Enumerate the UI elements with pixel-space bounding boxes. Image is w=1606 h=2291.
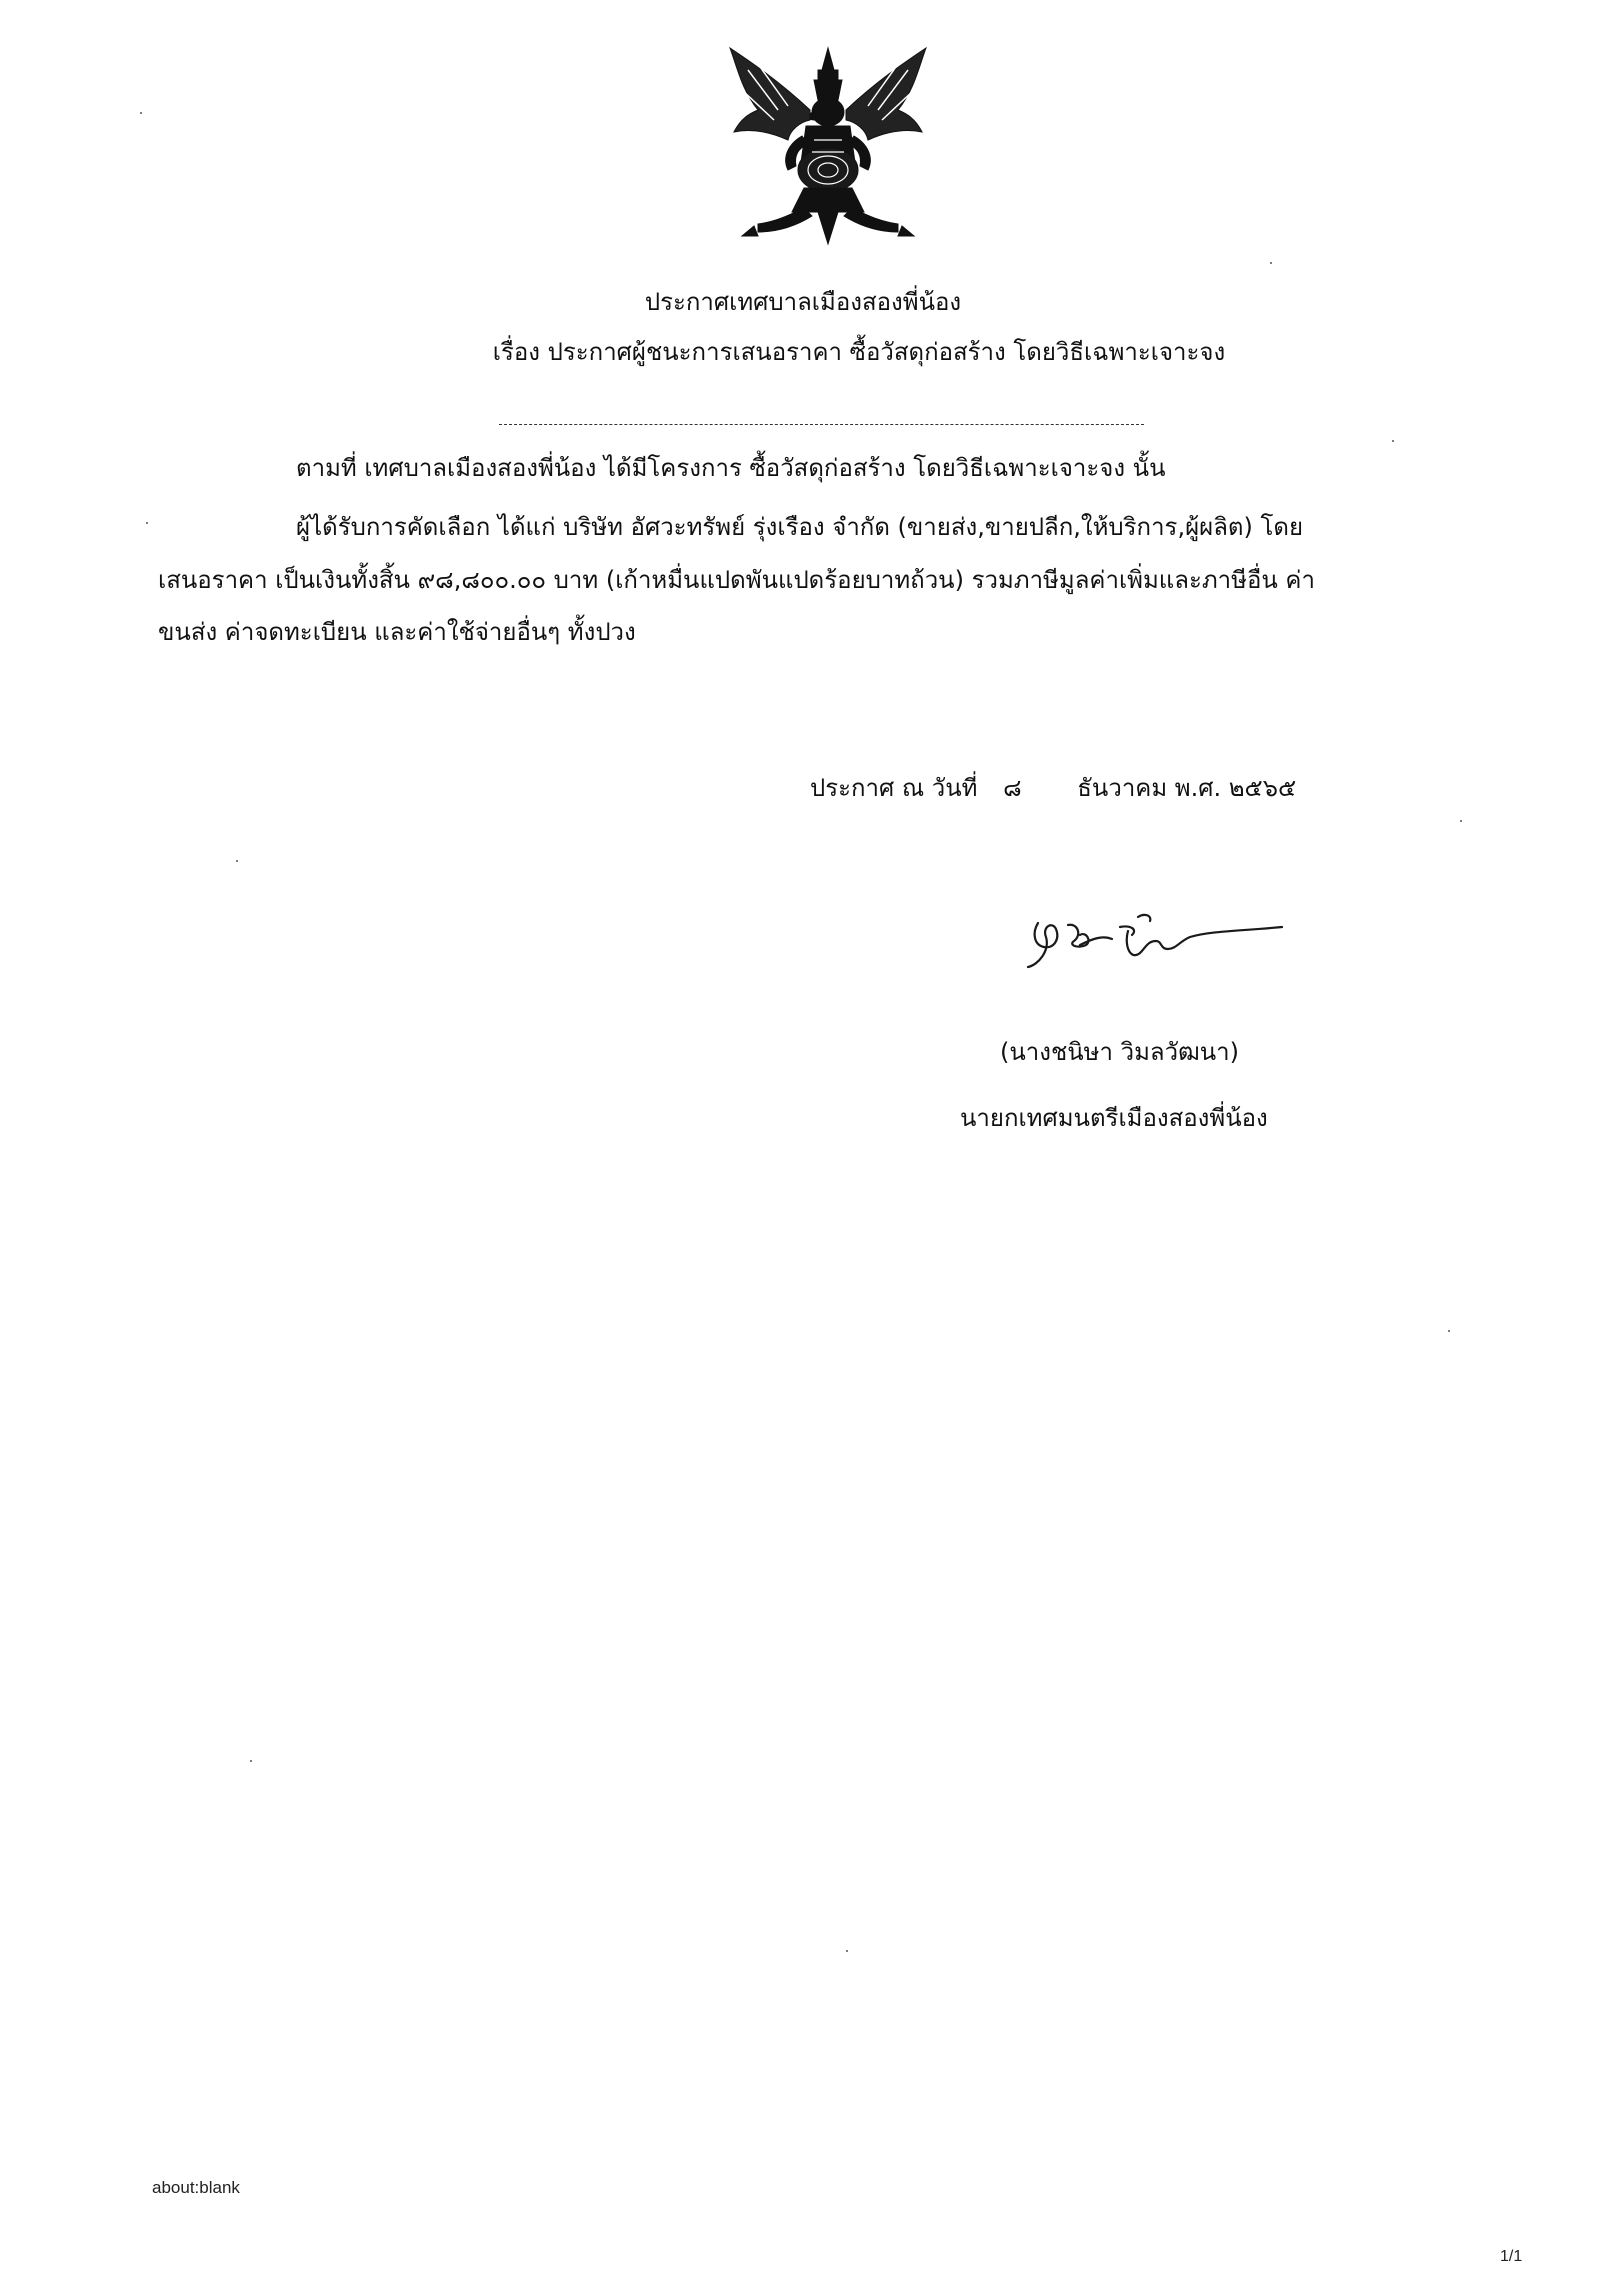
footer-url: about:blank [152,2178,240,2197]
scan-speck [1460,820,1462,822]
garuda-emblem-icon [718,40,938,260]
body-paragraph-line: เสนอราคา เป็นเงินทั้งสิ้น ๙๘,๘๐๐.๐๐ บาท (เก้าหมื่นแปดพันแปดร้อยบาทถ้วน) รวมภาษีมูลค่าเพิ่มและภาษีอื่น ค่า [158,566,1315,594]
scan-speck [846,1950,848,1952]
date-day: ๘ [1003,774,1022,802]
announcement-title: ประกาศเทศบาลเมืองสองพี่น้อง [644,288,962,316]
handwritten-signature-icon [1020,905,1300,995]
page-number: 1/1 [1500,2248,1523,2265]
body-paragraph-line: ตามที่ เทศบาลเมืองสองพี่น้อง ได้มีโครงการ ซื้อวัสดุก่อสร้าง โดยวิธีเฉพาะเจาะจง นั้น [296,454,1166,482]
signer-title: นายกเทศมนตรีเมืองสองพี่น้อง [960,1104,1268,1132]
announcement-subject: เรื่อง ประกาศผู้ชนะการเสนอราคา ซื้อวัสดุก่อสร้าง โดยวิธีเฉพาะเจาะจง [492,338,1226,366]
date-month-year: ธันวาคม พ.ศ. ๒๕๖๕ [1077,774,1297,802]
scan-speck [1448,1330,1450,1332]
body-paragraph-line: ขนส่ง ค่าจดทะเบียน และค่าใช้จ่ายอื่นๆ ทั้งปวง [158,618,636,646]
signer-name: (นางชนิษา วิมลวัฒนา) [1000,1038,1239,1066]
body-paragraph-line: ผู้ได้รับการคัดเลือก ได้แก่ บริษัท อัศวะทรัพย์ รุ่งเรือง จำกัด (ขายส่ง,ขายปลีก,ให้บริการ,ผู้ผลิต) โดย [296,513,1304,541]
scan-speck [1270,262,1272,264]
scan-speck [250,1760,252,1762]
scan-speck [146,522,148,524]
divider [499,424,1144,425]
date-prefix: ประกาศ ณ วันที่ [810,774,978,802]
scan-speck [140,112,142,114]
scan-speck [236,860,238,862]
announcement-date [810,768,1296,807]
scan-speck [1392,440,1394,442]
